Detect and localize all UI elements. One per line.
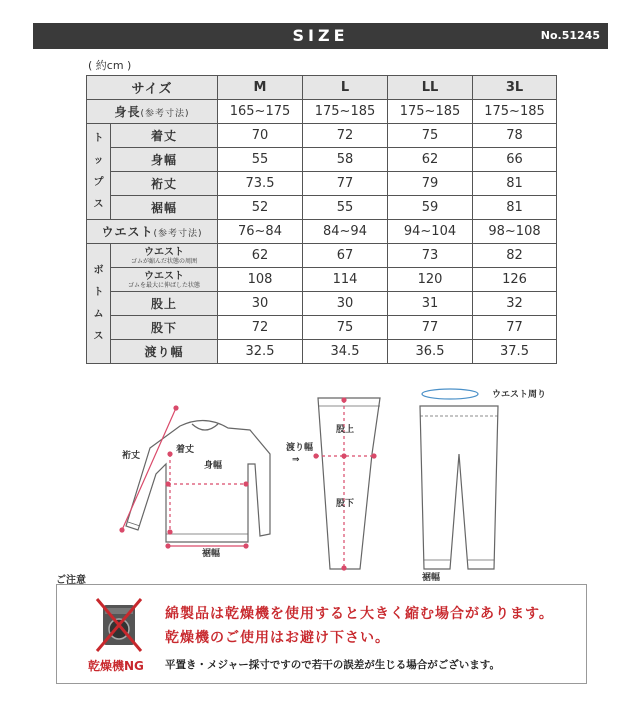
table-row bbox=[87, 196, 557, 220]
table-cell: 59 bbox=[388, 196, 473, 220]
label-waist-around: ウエスト周り bbox=[492, 390, 547, 400]
table-cell: 77 bbox=[388, 316, 473, 340]
table-cell: 84~94 bbox=[303, 220, 388, 244]
notice-title: ご注意 bbox=[56, 575, 86, 586]
row-label-waist bbox=[87, 220, 218, 244]
table-cell: 72 bbox=[218, 316, 303, 340]
table-row bbox=[87, 268, 557, 292]
pants-front-illustration bbox=[420, 406, 498, 569]
side-char: ス bbox=[93, 330, 104, 342]
table-cell: 81 bbox=[473, 172, 557, 196]
table-cell: 66 bbox=[473, 148, 557, 172]
table-cell: 175~185 bbox=[388, 100, 473, 124]
arrow-icon: ⇒ bbox=[292, 455, 300, 465]
table-cell: 82 bbox=[473, 244, 557, 268]
bottoms-side-label bbox=[87, 244, 111, 364]
label-hem-width: 裾幅 bbox=[202, 549, 221, 559]
table-cell: 75 bbox=[388, 124, 473, 148]
col-header-l: L bbox=[303, 76, 388, 100]
table-cell: 37.5 bbox=[473, 340, 557, 364]
table-cell: 62 bbox=[218, 244, 303, 268]
size-table bbox=[86, 75, 557, 364]
table-row bbox=[87, 292, 557, 316]
side-char: ッ bbox=[93, 154, 104, 166]
label-body-width: 身幅 bbox=[204, 461, 223, 471]
dryer-ng-label: 乾燥機NG bbox=[88, 659, 144, 673]
table-cell: 55 bbox=[303, 196, 388, 220]
dryer-prohibited-icon bbox=[95, 597, 143, 653]
table-cell: 108 bbox=[218, 268, 303, 292]
table-cell: 79 bbox=[388, 172, 473, 196]
table-cell: 78 bbox=[473, 124, 557, 148]
label-length: 着丈 bbox=[176, 445, 195, 455]
height-label: 身長 bbox=[114, 105, 141, 119]
table-cell: 81 bbox=[473, 196, 557, 220]
label-thigh: 渡り幅 bbox=[286, 443, 314, 453]
height-note: (参考寸法) bbox=[140, 109, 190, 119]
table-row bbox=[87, 220, 557, 244]
table-row bbox=[87, 100, 557, 124]
sweatshirt-illustration bbox=[126, 420, 270, 542]
table-cell: 98~108 bbox=[473, 220, 557, 244]
table-cell: 165~175 bbox=[218, 100, 303, 124]
side-char: ス bbox=[93, 198, 104, 210]
table-cell: 126 bbox=[473, 268, 557, 292]
table-cell: 72 bbox=[303, 124, 388, 148]
table-row bbox=[87, 148, 557, 172]
table-cell: 52 bbox=[218, 196, 303, 220]
table-cell: 67 bbox=[303, 244, 388, 268]
table-header-row bbox=[87, 76, 557, 100]
table-cell: 55 bbox=[218, 148, 303, 172]
table-row bbox=[87, 316, 557, 340]
waist-label: ウエスト bbox=[101, 225, 154, 239]
row-label: 身幅 bbox=[111, 148, 218, 172]
row-label: 股上 bbox=[111, 292, 218, 316]
table-cell: 30 bbox=[303, 292, 388, 316]
waist-sub-label: ウエスト bbox=[144, 246, 184, 258]
waist-sub-label: ウエスト bbox=[144, 270, 184, 282]
col-header-size: サイズ bbox=[87, 76, 218, 100]
tops-side-label bbox=[87, 124, 111, 220]
table-row bbox=[87, 172, 557, 196]
table-cell: 62 bbox=[388, 148, 473, 172]
waist-sub-note: ゴムを最大に伸ばした状態 bbox=[127, 281, 200, 289]
table-cell: 58 bbox=[303, 148, 388, 172]
pants-side-illustration bbox=[318, 398, 380, 569]
measurement-note: 平置き・メジャー採寸ですので若干の誤差が生じる場合がございます。 bbox=[165, 659, 500, 671]
label-pants-hem: 裾幅 bbox=[422, 573, 441, 583]
table-cell: 77 bbox=[303, 172, 388, 196]
col-header-3l: 3L bbox=[473, 76, 557, 100]
warning-line-2: 乾燥機のご使用はお避け下さい。 bbox=[165, 630, 390, 646]
table-cell: 36.5 bbox=[388, 340, 473, 364]
table-cell: 32.5 bbox=[218, 340, 303, 364]
row-label: 股下 bbox=[111, 316, 218, 340]
header-bar bbox=[33, 23, 608, 49]
table-cell: 73.5 bbox=[218, 172, 303, 196]
side-char: ト bbox=[93, 132, 104, 144]
side-char: ト bbox=[93, 286, 104, 298]
table-row bbox=[87, 340, 557, 364]
waist-note: (参考寸法) bbox=[153, 229, 203, 239]
measurement-diagram bbox=[110, 384, 570, 584]
side-char: ム bbox=[93, 308, 104, 320]
table-cell: 75 bbox=[303, 316, 388, 340]
table-cell: 31 bbox=[388, 292, 473, 316]
row-label-height bbox=[87, 100, 218, 124]
table-row bbox=[87, 244, 557, 268]
page-title: SIZE bbox=[292, 26, 349, 45]
table-cell: 73 bbox=[388, 244, 473, 268]
table-cell: 76~84 bbox=[218, 220, 303, 244]
label-sleeve: 裄丈 bbox=[122, 451, 141, 461]
row-label bbox=[111, 244, 218, 268]
table-cell: 114 bbox=[303, 268, 388, 292]
label-inseam: 股下 bbox=[336, 499, 355, 509]
notice-box bbox=[56, 584, 587, 684]
table-cell: 70 bbox=[218, 124, 303, 148]
row-label bbox=[111, 268, 218, 292]
table-row bbox=[87, 124, 557, 148]
row-label: 裄丈 bbox=[111, 172, 218, 196]
side-char: プ bbox=[93, 176, 104, 188]
product-number: No.51245 bbox=[540, 29, 600, 42]
col-header-ll: LL bbox=[388, 76, 473, 100]
table-cell: 30 bbox=[218, 292, 303, 316]
col-header-m: M bbox=[218, 76, 303, 100]
table-cell: 34.5 bbox=[303, 340, 388, 364]
label-rise: 股上 bbox=[336, 425, 355, 435]
table-cell: 77 bbox=[473, 316, 557, 340]
table-cell: 175~185 bbox=[473, 100, 557, 124]
row-label: 着丈 bbox=[111, 124, 218, 148]
table-cell: 32 bbox=[473, 292, 557, 316]
row-label: 渡り幅 bbox=[111, 340, 218, 364]
unit-label: ( 約cm ) bbox=[88, 59, 132, 72]
table-cell: 120 bbox=[388, 268, 473, 292]
table-cell: 175~185 bbox=[303, 100, 388, 124]
table-cell: 94~104 bbox=[388, 220, 473, 244]
side-char: ボ bbox=[93, 264, 104, 276]
row-label: 裾幅 bbox=[111, 196, 218, 220]
warning-line-1: 綿製品は乾燥機を使用すると大きく縮む場合があります。 bbox=[165, 606, 554, 622]
waist-sub-note: ゴムが縮んだ状態の周囲 bbox=[130, 257, 197, 265]
waist-around-ellipse bbox=[422, 389, 478, 399]
